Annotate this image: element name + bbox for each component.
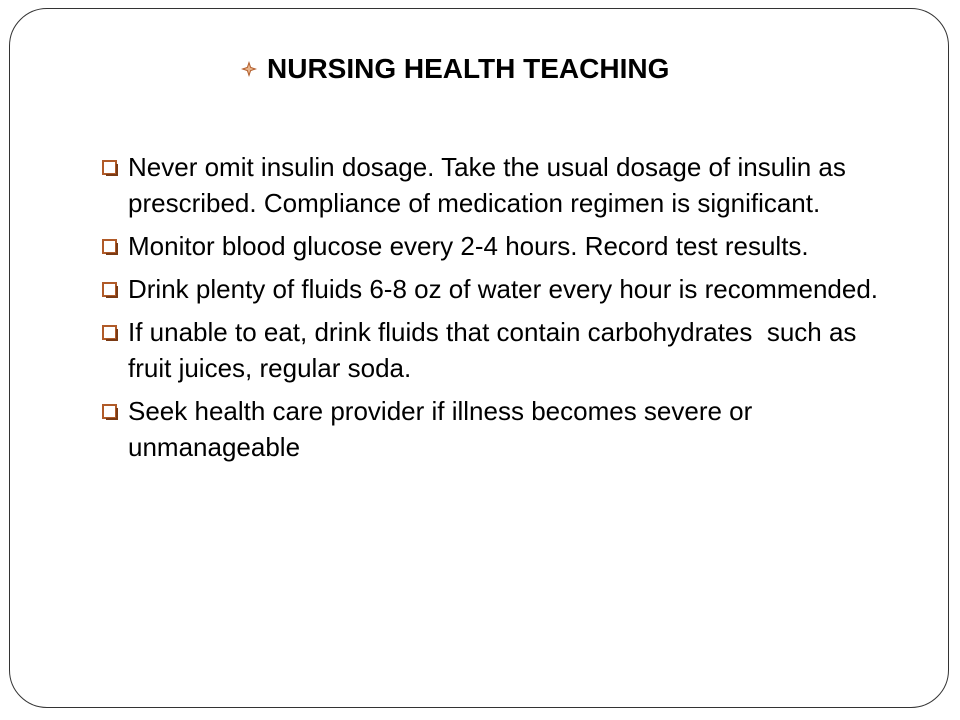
list-item — [102, 314, 882, 386]
square-checkbox-icon — [102, 325, 118, 341]
square-checkbox-icon — [102, 282, 118, 298]
list-item — [102, 149, 882, 221]
slide-title: NURSING HEALTH TEACHING — [267, 53, 670, 84]
list-item-text: Seek health care provider if illness becomes severe or unmanageable — [128, 396, 753, 462]
list-item — [102, 393, 882, 465]
diamond-ornament-icon — [241, 61, 257, 77]
square-checkbox-icon — [102, 239, 118, 255]
list-item — [102, 228, 882, 264]
list-item — [102, 271, 882, 307]
square-checkbox-icon — [102, 404, 118, 420]
slide-title-row — [241, 49, 669, 89]
list-item-text: Monitor blood glucose every 2-4 hours. Record test results. — [128, 231, 809, 261]
list-item-text: If unable to eat, drink fluids that contain carbohydrates such as fruit juices, regular soda. — [128, 317, 864, 383]
list-item-text: Never omit insulin dosage. Take the usual dosage of insulin as prescribed. Compliance of medication regimen is significant. — [128, 152, 846, 218]
list-item-text: Drink plenty of fluids 6-8 oz of water every hour is recommended. — [128, 274, 879, 304]
slide-frame — [9, 8, 949, 708]
square-checkbox-icon — [102, 160, 118, 176]
bullet-list — [102, 149, 882, 472]
